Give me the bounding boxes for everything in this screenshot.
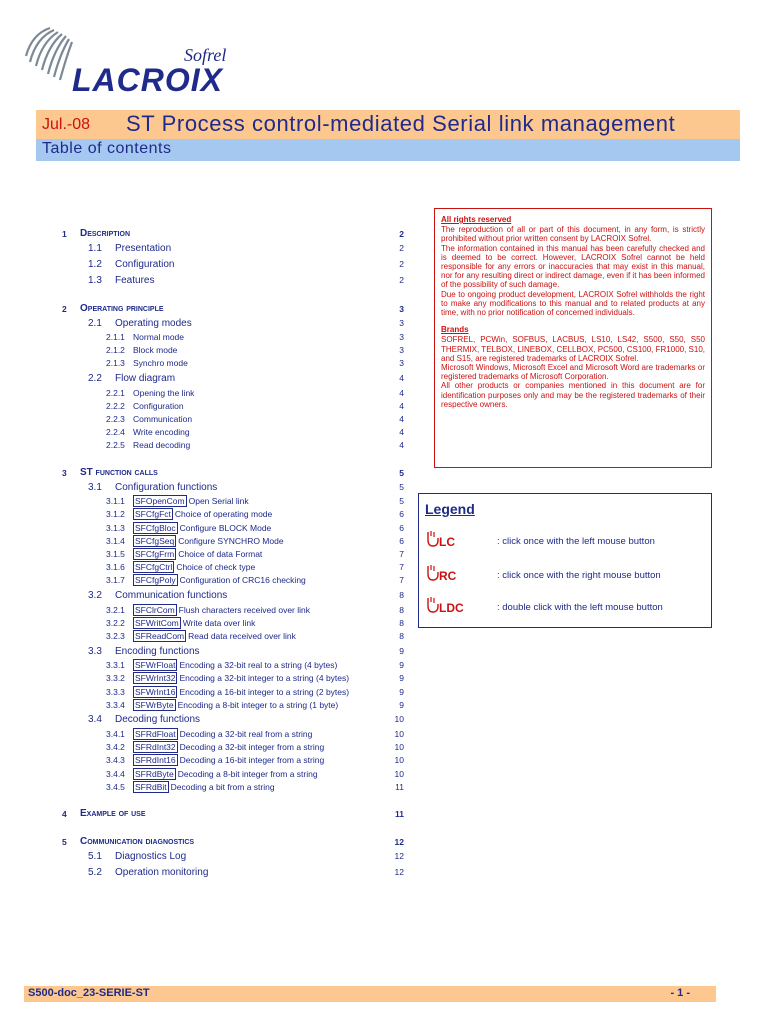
toc-page-number: 4 — [399, 427, 404, 438]
toc-entry[interactable] — [0, 631, 404, 644]
toc-title — [133, 332, 184, 342]
toc-title-text: Communication — [133, 414, 193, 424]
toc-number: 4 — [62, 808, 67, 819]
toc-number: 3 — [62, 467, 67, 478]
toc-entry[interactable] — [0, 259, 404, 272]
toc-entry[interactable] — [0, 414, 404, 427]
toc-number: 3.1.2 — [106, 509, 125, 520]
toc-title — [115, 867, 208, 878]
function-name: SFCfgBloc — [135, 522, 176, 533]
toc-title-text: Read data received over link — [188, 630, 296, 641]
toc-page-number: 5 — [399, 496, 404, 507]
toc-title-text: Communication functions — [115, 590, 228, 601]
toc-title — [133, 673, 349, 683]
toc-entry[interactable] — [0, 388, 404, 401]
toc-title — [80, 836, 194, 847]
toc-page-number: 2 — [399, 243, 404, 253]
toc-number: 2.1.1 — [106, 332, 125, 342]
rights-paragraph: The information contained in this manual has been carefully checked and is deemed to be correct. However, LACROIX Sofrel cannot be held responsible for any errors or inaccuracies that may exist in this manual, nor for any resulting direct or indirect damage, even if it has been informed of the possibility of such damage. — [441, 243, 705, 290]
toc-number: 3.2.1 — [106, 604, 125, 615]
toc-title-text: Write encoding — [133, 427, 190, 438]
function-name: SFRdByte — [135, 768, 174, 779]
function-name: SFCfgCtrl — [135, 562, 173, 573]
toc-entry[interactable] — [0, 229, 404, 242]
toc-page-number: 2 — [399, 275, 404, 285]
toc-title — [115, 646, 200, 657]
toc-page-number: 9 — [399, 673, 404, 684]
toc-entry[interactable] — [0, 700, 404, 713]
function-name: SFCfgSeq — [135, 535, 175, 546]
toc-title-text: Encoding a 16-bit integer to a string (2 bytes) — [179, 686, 350, 697]
toc-entry[interactable] — [0, 673, 404, 686]
brands-paragraph: All other products or companies mentioned in this document are for identification purposes only and may be the registered trademarks of their respective owners. — [441, 381, 705, 409]
toc-title — [133, 742, 324, 752]
toc-number: 5.2 — [88, 866, 102, 878]
toc-title-text: Example of use — [80, 807, 146, 819]
toc-entry[interactable] — [0, 243, 404, 256]
toc-title — [133, 427, 190, 437]
document-title: ST Process control-mediated Serial link management — [126, 111, 676, 136]
toc-number: 3.4.1 — [106, 728, 125, 739]
toc-title — [115, 482, 217, 493]
toc-entry[interactable] — [0, 782, 404, 795]
toc-page-number: 4 — [399, 387, 404, 398]
toc-title-text: Decoding functions — [115, 714, 201, 726]
toc-title-text: Configuration functions — [115, 481, 218, 493]
toc-entry[interactable] — [0, 562, 404, 575]
function-name: SFCfgFrm — [135, 548, 175, 559]
toc-title-text: Decoding a 16-bit integer from a string — [179, 755, 325, 766]
toc-title-text: Choice of check type — [176, 562, 256, 573]
toc-entry[interactable] — [0, 755, 404, 768]
toc-title-text: Communication diagnostics — [80, 835, 195, 847]
toc-number: 1.3 — [88, 275, 102, 286]
toc-number: 2.2.2 — [106, 400, 125, 411]
toc-page-number: 9 — [399, 660, 404, 671]
toc-number: 3.1.4 — [106, 535, 125, 546]
toc-title-text: Presentation — [115, 243, 172, 254]
function-name: SFWrInt32 — [135, 673, 176, 684]
toc-title-text: Opening the link — [133, 387, 195, 398]
toc-entry[interactable] — [0, 729, 404, 742]
toc-title-text: Configuration of CRC16 checking — [179, 575, 306, 586]
toc-page-number: 5 — [399, 481, 404, 492]
toc-number: 3.3.2 — [106, 673, 125, 684]
toc-entry[interactable] — [0, 468, 404, 481]
toc-page-number: 9 — [399, 645, 404, 656]
toc-title-text: Configure SYNCHRO Mode — [178, 535, 284, 546]
toc-title — [133, 782, 275, 792]
toc-page-number: 7 — [399, 562, 404, 573]
toc-page-number: 10 — [394, 742, 404, 753]
toc-title — [115, 590, 227, 601]
toc-number: 3.1.1 — [106, 496, 125, 507]
title-bar — [36, 110, 740, 139]
logo-brand: LACROIX — [72, 62, 223, 98]
function-name: SFOpenCom — [135, 496, 185, 507]
toc-entry[interactable] — [0, 605, 404, 618]
toc-entry[interactable] — [0, 590, 404, 603]
toc-number: 3.2 — [88, 590, 102, 601]
toc-title-text: Decoding a bit from a string — [170, 781, 275, 792]
toc-number: 3.4 — [88, 714, 102, 726]
legend-description: : double click with the left mouse button — [497, 602, 663, 613]
toc-entry[interactable] — [0, 373, 404, 386]
document-reference: S500-doc_23-SERIE-ST — [28, 987, 150, 999]
legend-item-lc — [425, 530, 705, 554]
legend-code: LC — [439, 535, 455, 549]
toc-title-text: Configuration — [115, 259, 175, 270]
toc-entry[interactable] — [0, 575, 404, 588]
legend-item-rc — [425, 564, 705, 588]
toc-entry[interactable] — [0, 714, 404, 727]
toc-page-number: 7 — [399, 548, 404, 559]
toc-title-text: Decoding a 32-bit real from a string — [179, 728, 313, 739]
toc-entry[interactable] — [0, 318, 404, 331]
toc-entry[interactable] — [0, 549, 404, 562]
toc-title — [115, 318, 192, 329]
toc-title — [133, 401, 184, 411]
toc-number: 1 — [62, 229, 67, 239]
toc-title — [133, 769, 318, 779]
toc-title — [133, 687, 349, 697]
toc-title — [115, 373, 175, 384]
toc-entry[interactable] — [0, 427, 404, 440]
toc-title-text: Operating principle — [80, 302, 164, 314]
toc-number: 3.2.3 — [106, 630, 125, 641]
toc-title — [133, 345, 177, 355]
toc-title-text: Description — [80, 228, 131, 239]
toc-number: 2.2 — [88, 373, 102, 385]
toc-title — [80, 303, 164, 314]
toc-entry[interactable] — [0, 742, 404, 755]
toc-page-number: 4 — [399, 400, 404, 411]
toc-page-number: 3 — [399, 332, 404, 342]
toc-number: 3.4.4 — [106, 768, 125, 779]
toc-title — [133, 729, 312, 739]
toc-title-text: Diagnostics Log — [115, 850, 187, 862]
toc-number: 5 — [62, 836, 67, 847]
toc-title-text: Encoding functions — [115, 645, 200, 657]
toc-entry[interactable] — [0, 769, 404, 782]
toc-page-number: 6 — [399, 535, 404, 546]
toc-number: 3.1.3 — [106, 522, 125, 533]
page-footer — [24, 986, 716, 1002]
toc-number: 1.1 — [88, 243, 102, 254]
toc-title-text: Encoding a 32-bit real to a string (4 bytes) — [179, 660, 338, 671]
toc-entry[interactable] — [0, 687, 404, 700]
function-name: SFWrByte — [135, 699, 174, 710]
toc-entry[interactable] — [0, 275, 404, 288]
function-name: SFCfgFct — [135, 509, 171, 520]
function-name: SFWrFloat — [135, 660, 176, 671]
toc-title — [115, 851, 186, 862]
toc-page-number: 3 — [399, 345, 404, 356]
toc-title-text: Operating modes — [115, 317, 192, 329]
toc-entry[interactable] — [0, 332, 404, 345]
toc-number: 2.2.3 — [106, 414, 125, 424]
function-name: SFReadCom — [135, 630, 185, 641]
toc-page-number: 12 — [394, 836, 404, 847]
toc-title — [133, 549, 262, 559]
toc-number: 5.1 — [88, 850, 102, 862]
toc-page-number: 8 — [399, 604, 404, 615]
toc-page-number: 8 — [399, 590, 404, 600]
toc-number: 3.1 — [88, 481, 102, 493]
document-date: Jul.-08 — [42, 116, 91, 133]
toc-page-number: 4 — [399, 440, 404, 451]
toc-title-text: Flow diagram — [115, 373, 176, 385]
rights-paragraph: Due to ongoing product development, LACROIX Sofrel withholds the right to make any modifications to this manual and to related products at any time, with no prior notification of concerned individuals. — [441, 289, 705, 318]
toc-title-text: Decoding a 32-bit integer from a string — [179, 742, 325, 753]
toc-page-number: 3 — [399, 303, 404, 314]
toc-title-text: Decoding a 8-bit integer from a string — [177, 768, 318, 779]
toc-page-number: 2 — [399, 259, 404, 269]
toc-title — [133, 700, 338, 710]
toc-page-number: 6 — [399, 522, 404, 533]
toc-title-text: Block mode — [133, 345, 178, 356]
toc-page-number: 2 — [399, 229, 404, 239]
toc-page-number: 11 — [395, 781, 404, 792]
toc-title — [133, 631, 296, 641]
toc-entry[interactable] — [0, 440, 404, 453]
function-name: SFRdFloat — [135, 728, 176, 739]
toc-title — [133, 523, 271, 533]
toc-title — [80, 808, 146, 819]
toc-title — [115, 259, 174, 270]
legend-code: LDC — [439, 601, 464, 615]
toc-number: 2.1.2 — [106, 345, 125, 356]
toc-page-number: 10 — [394, 714, 404, 725]
legend-item-ldc — [425, 596, 705, 620]
toc-title — [133, 562, 255, 572]
toc-entry[interactable] — [0, 646, 404, 659]
toc-number: 1.2 — [88, 259, 102, 270]
toc-title-text: Choice of operating mode — [174, 509, 273, 520]
toc-heading: Table of contents — [42, 140, 172, 157]
toc-number: 3.1.6 — [106, 562, 125, 573]
toc-page-number: 10 — [394, 768, 404, 779]
toc-title-text: Flush characters received over link — [178, 604, 311, 615]
brands-paragraph: Microsoft Windows, Microsoft Excel and Microsoft Word are trademarks or registered trademarks of Microsoft Corporation. — [441, 363, 705, 382]
toc-number: 3.1.5 — [106, 548, 125, 559]
rights-heading: All rights reserved — [441, 215, 512, 224]
toc-title-text: Write data over link — [182, 617, 256, 628]
toc-page-number: 9 — [399, 686, 404, 697]
function-name: SFWrInt16 — [135, 686, 176, 697]
toc-title — [133, 755, 324, 765]
toc-page-number: 3 — [399, 358, 404, 369]
toc-page-number: 11 — [395, 808, 404, 819]
toc-number: 2.2.1 — [106, 387, 125, 398]
toc-number: 3.4.5 — [106, 781, 125, 792]
toc-page-number: 4 — [399, 414, 404, 424]
toc-entry[interactable] — [0, 851, 404, 864]
toc-title — [115, 275, 154, 286]
toc-title — [133, 509, 272, 519]
legend-box — [418, 493, 712, 628]
legend-description: : click once with the left mouse button — [497, 536, 655, 547]
brands-heading: Brands — [441, 325, 469, 335]
toc-title — [133, 618, 255, 628]
toc-page-number: 10 — [394, 755, 404, 766]
toc-entry[interactable] — [0, 618, 404, 631]
legend-description: : click once with the right mouse button — [497, 570, 661, 581]
logo-subtitle: Sofrel — [184, 45, 227, 65]
toc-title — [115, 714, 200, 725]
function-name: SFCfgPoly — [135, 575, 176, 586]
toc-title-text: Normal mode — [133, 332, 185, 342]
toc-entry[interactable] — [0, 304, 404, 317]
toc-title-text: Encoding a 32-bit integer to a string (4 bytes) — [179, 673, 350, 684]
toc-title-text: Read decoding — [133, 440, 191, 451]
legend-title: Legend — [425, 501, 475, 517]
toc-page-number: 9 — [399, 699, 404, 710]
company-logo — [24, 22, 244, 102]
toc-number: 2.2.4 — [106, 427, 125, 438]
toc-number: 2 — [62, 303, 67, 314]
toc-page-number: 12 — [394, 850, 404, 861]
toc-entry[interactable] — [0, 401, 404, 414]
toc-page-number: 5 — [399, 467, 404, 478]
toc-number: 3.4.2 — [106, 742, 125, 753]
toc-page-number: 10 — [394, 728, 404, 739]
toc-entry[interactable] — [0, 482, 404, 495]
toc-title — [133, 388, 194, 398]
toc-title-text: ST function calls — [80, 466, 158, 478]
toc-title-text: Synchro mode — [133, 358, 188, 369]
toc-entry[interactable] — [0, 345, 404, 358]
toc-title — [133, 414, 192, 424]
toc-page-number: 3 — [399, 317, 404, 328]
toc-number: 2.1.3 — [106, 358, 125, 369]
toc-number: 3.2.2 — [106, 617, 125, 628]
toc-number: 3.3.4 — [106, 699, 125, 710]
toc-title — [80, 467, 158, 478]
toc-entry[interactable] — [0, 523, 404, 536]
toc-title-text: Encoding a 8-bit integer to a string (1 byte) — [177, 699, 339, 710]
toc-title-text: Features — [115, 275, 155, 286]
toc-page-number: 8 — [399, 630, 404, 641]
toc-entry[interactable] — [0, 358, 404, 371]
toc-entry[interactable] — [0, 837, 404, 850]
toc-title-text: Configure BLOCK Mode — [179, 522, 272, 533]
toc-entry[interactable] — [0, 809, 404, 822]
toc-title — [133, 575, 306, 585]
toc-number: 3.1.7 — [106, 575, 125, 586]
toc-title-text: Choice of data Format — [178, 548, 263, 559]
toc-title — [133, 536, 284, 546]
function-name: SFRdBit — [135, 781, 167, 792]
toc-number: 3.3.3 — [106, 686, 125, 697]
rights-paragraph: The reproduction of all or part of this document, in any form, is strictly prohibited without prior written consent by LACROIX Sofrel. — [441, 225, 705, 244]
toc-title — [115, 243, 171, 254]
toc-header-bar — [36, 139, 740, 161]
toc-title — [133, 358, 188, 368]
legend-code: RC — [439, 569, 457, 583]
toc-entry[interactable] — [0, 496, 404, 509]
toc-number: 3.3 — [88, 645, 102, 657]
toc-number: 2.2.5 — [106, 440, 125, 451]
toc-entry[interactable] — [0, 509, 404, 522]
function-name: SFWritCom — [135, 617, 179, 628]
toc-page-number: 12 — [394, 866, 404, 877]
toc-title-text: Open Serial link — [188, 496, 249, 507]
toc-title — [133, 496, 249, 506]
toc-title — [133, 660, 337, 670]
toc-number: 3.4.3 — [106, 755, 125, 766]
rights-notice-box — [434, 208, 712, 468]
page-number: - 1 - — [670, 987, 690, 999]
toc-page-number: 7 — [399, 575, 404, 586]
toc-page-number: 4 — [399, 373, 404, 384]
brands-paragraph: SOFREL, PCWin, SOFBUS, LACBUS, LS10, LS42, S500, S50, S50 THERMIX, TELBOX, LINEBOX, CELLBOX, PC500, CS100, FR1000, S10, and S15, are registered trademarks of LACROIX Sofrel. — [441, 335, 705, 363]
toc-entry[interactable] — [0, 867, 404, 880]
toc-title — [133, 605, 310, 615]
toc-page-number: 8 — [399, 617, 404, 628]
function-name: SFRdInt32 — [135, 742, 176, 753]
toc-entry[interactable] — [0, 536, 404, 549]
toc-title-text: Configuration — [133, 400, 184, 411]
function-name: SFRdInt16 — [135, 755, 176, 766]
toc-page-number: 6 — [399, 509, 404, 520]
toc-entry[interactable] — [0, 660, 404, 673]
toc-title-text: Operation monitoring — [115, 866, 209, 878]
toc-title — [133, 440, 190, 450]
function-name: SFClrCom — [135, 604, 175, 615]
toc-number: 3.3.1 — [106, 660, 125, 671]
toc-title — [80, 228, 130, 239]
toc-number: 2.1 — [88, 317, 102, 329]
